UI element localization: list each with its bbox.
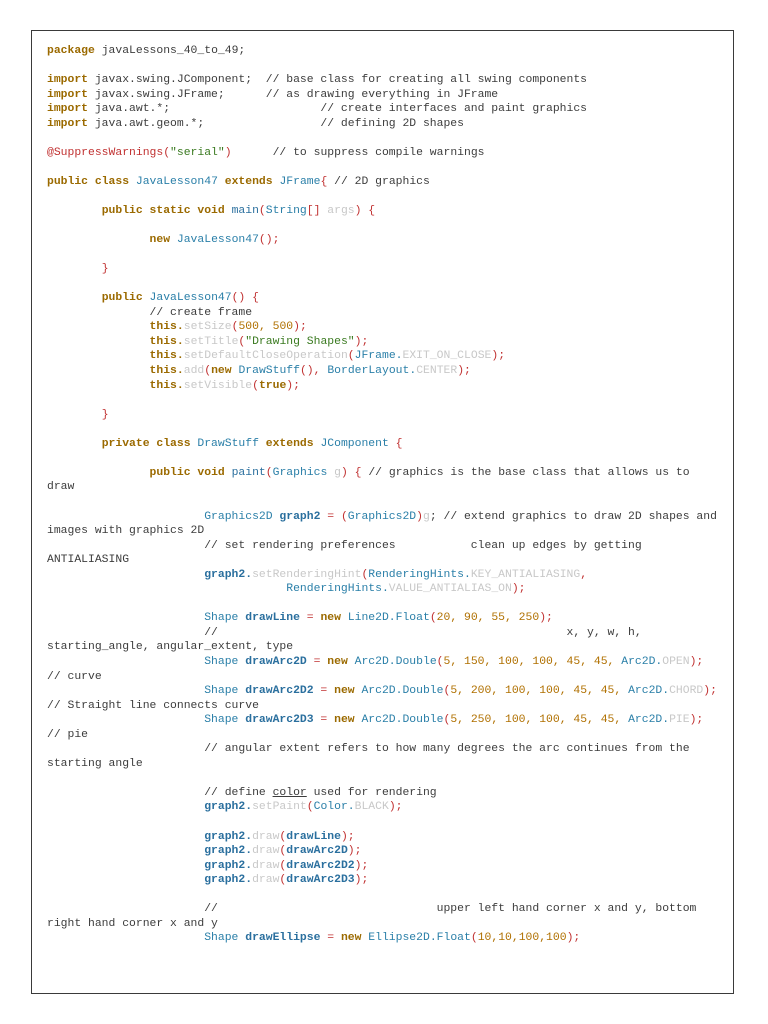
- code-token: ): [224, 146, 232, 159]
- code-token: starting angle: [47, 757, 143, 770]
- code-line: [47, 175, 727, 190]
- code-token: private class: [101, 437, 198, 450]
- code-token: [47, 205, 102, 217]
- code-token: );: [354, 335, 369, 348]
- code-token: {: [320, 175, 328, 188]
- code-token: =: [313, 685, 335, 698]
- code-token: Shape: [204, 714, 246, 727]
- code-token: [47, 831, 204, 843]
- code-line: [47, 160, 727, 175]
- code-token: new: [320, 612, 348, 625]
- code-token: Arc2D.: [628, 714, 670, 727]
- code-token: [47, 612, 204, 624]
- code-token: import: [47, 88, 89, 101]
- code-line: [47, 408, 727, 423]
- code-token: setPaint: [252, 801, 307, 814]
- code-token: BorderLayout.: [327, 365, 417, 378]
- code-token: =: [306, 655, 328, 668]
- code-token: [47, 321, 150, 333]
- code-token: CHORD: [669, 685, 704, 698]
- code-line: [47, 437, 727, 452]
- code-token: Graphics: [272, 466, 335, 479]
- code-token: ANTIALIASING: [47, 554, 130, 567]
- code-token: g: [422, 510, 430, 523]
- code-line: [47, 539, 727, 554]
- code-token: (),: [299, 365, 328, 378]
- code-token: graph2.: [204, 830, 253, 843]
- code-token: [47, 932, 204, 944]
- code-token: );: [347, 845, 362, 858]
- code-token: );: [566, 932, 581, 945]
- code-token: =: [320, 932, 341, 945]
- code-token: DrawStuff: [238, 365, 300, 378]
- code-token: [47, 714, 204, 726]
- code-token: JavaLesson47: [135, 175, 225, 188]
- code-token: // Straight line connects curve: [47, 699, 259, 712]
- code-line: [47, 146, 727, 161]
- code-token: =: [299, 612, 321, 625]
- code-line: [47, 379, 727, 394]
- code-token: Arc2D.Double: [361, 714, 444, 727]
- code-token: // create frame: [47, 306, 253, 319]
- code-token: drawArc2D3: [286, 874, 355, 887]
- code-token: draw: [252, 845, 280, 858]
- code-token: (: [443, 685, 451, 698]
- code-token: RenderingHints.: [286, 583, 389, 596]
- code-token: java.awt.*; // create interfaces and paint graphics: [88, 103, 588, 116]
- code-token: (: [429, 612, 437, 625]
- code-token: drawArc2D: [286, 845, 348, 858]
- code-token: );: [388, 801, 403, 814]
- code-token: public static void: [101, 205, 232, 218]
- code-token: JavaLesson47: [149, 292, 232, 305]
- code-token: [47, 656, 204, 668]
- code-line: [47, 597, 727, 612]
- code-token: = (: [320, 510, 348, 523]
- code-token: (: [470, 932, 478, 945]
- code-token: }: [101, 408, 109, 421]
- code-token: drawArc2D2: [286, 859, 355, 872]
- code-line: [47, 728, 727, 743]
- code-line: [47, 553, 727, 568]
- code-token: [47, 365, 150, 377]
- code-line: [47, 451, 727, 466]
- code-token: DrawStuff: [197, 437, 266, 450]
- code-token: 500, 500: [238, 321, 294, 334]
- code-line: [47, 320, 727, 335]
- code-line: [47, 626, 727, 641]
- code-line: [47, 713, 727, 728]
- code-token: color: [272, 786, 307, 799]
- code-token: (: [231, 321, 239, 334]
- code-token: Arc2D.Double: [354, 655, 437, 668]
- code-token: Color.: [313, 801, 355, 814]
- code-line: [47, 393, 727, 408]
- code-token: KEY_ANTIALIASING: [470, 568, 581, 581]
- code-token: BLACK: [354, 801, 389, 814]
- code-token: graph2.: [204, 874, 253, 887]
- code-token: Shape: [204, 685, 246, 698]
- code-line: [47, 495, 727, 510]
- code-line: [47, 277, 727, 292]
- code-token: OPEN: [662, 655, 690, 668]
- code-token: Graphics2D: [204, 510, 280, 523]
- code-token: JavaLesson47: [176, 234, 259, 247]
- code-token: [47, 409, 102, 421]
- code-token: ) {: [354, 205, 376, 218]
- code-token: ; // extend graphics to draw 2D shapes and: [429, 510, 717, 523]
- code-line: [47, 291, 727, 306]
- code-line: [47, 189, 727, 204]
- code-token: "serial": [170, 146, 225, 159]
- code-token: String: [265, 205, 307, 218]
- code-line: [47, 44, 727, 59]
- code-token: Shape: [204, 655, 246, 668]
- code-token: setDefaultCloseOperation: [183, 350, 348, 363]
- code-token: starting_angle, angular_extent, type: [47, 641, 294, 654]
- code-token: );: [340, 830, 355, 843]
- code-token: graph2.: [204, 859, 253, 872]
- code-line: [47, 771, 727, 786]
- code-token: Graphics2D: [347, 510, 417, 523]
- code-line: [47, 364, 727, 379]
- code-token: }: [101, 263, 109, 276]
- code-line: [47, 902, 727, 917]
- code-token: graph2: [279, 510, 321, 523]
- code-token: );: [286, 379, 300, 392]
- code-token: // graphics is the base class that allows us to: [361, 466, 690, 479]
- code-token: // x, y, w, h,: [47, 626, 642, 639]
- code-token: this.: [149, 365, 184, 378]
- code-token: ,: [580, 568, 588, 581]
- code-line: [47, 88, 727, 103]
- code-line: [47, 233, 727, 248]
- code-token: javaLessons_40_to_49;: [94, 45, 246, 57]
- code-token: Line2D.Float: [347, 612, 430, 625]
- code-token: setVisible: [183, 379, 253, 392]
- code-token: (: [436, 655, 444, 668]
- code-token: [47, 350, 150, 362]
- code-token: [47, 234, 150, 246]
- code-line: [47, 117, 727, 132]
- code-token: Shape: [204, 932, 246, 945]
- code-token: [47, 511, 204, 523]
- code-line: [47, 582, 727, 597]
- code-token: drawArc2D2: [245, 685, 314, 698]
- code-line: [47, 510, 727, 525]
- code-token: // to suppress compile warnings: [231, 146, 485, 159]
- code-token: );: [457, 365, 471, 378]
- code-line: [47, 219, 727, 234]
- code-line: [47, 844, 727, 859]
- code-token: new: [334, 685, 362, 698]
- code-token: public class: [47, 175, 136, 188]
- code-token: java.awt.geom.*; // defining 2D shapes: [88, 117, 464, 130]
- code-token: (: [238, 335, 246, 348]
- code-token: [47, 583, 286, 595]
- code-token: 5, 200, 100, 100, 45, 45,: [450, 685, 629, 698]
- code-token: main: [231, 205, 259, 218]
- code-token: args: [320, 205, 355, 218]
- code-token: VALUE_ANTIALIAS_ON: [388, 583, 512, 596]
- code-token: );: [293, 321, 307, 334]
- code-token: g: [334, 466, 341, 479]
- code-line: [47, 830, 727, 845]
- code-token: paint: [231, 466, 266, 479]
- code-token: package: [47, 45, 95, 57]
- code-line: [47, 742, 727, 757]
- code-line: [47, 73, 727, 88]
- code-token: "Drawing Shapes": [245, 335, 355, 348]
- code-token: import: [47, 117, 89, 130]
- code-token: CENTER: [416, 365, 458, 378]
- code-line: [47, 655, 727, 670]
- code-line: [47, 59, 727, 74]
- code-line: [47, 873, 727, 888]
- code-line: [47, 917, 727, 932]
- code-token: );: [703, 685, 717, 698]
- code-token: (: [258, 205, 266, 218]
- code-token: Shape: [204, 612, 246, 625]
- code-line: [47, 524, 727, 539]
- code-token: [47, 438, 102, 450]
- code-token: new: [334, 714, 362, 727]
- code-line: [47, 931, 727, 946]
- code-token: (: [279, 874, 287, 887]
- code-line: [47, 204, 727, 219]
- code-line: [47, 262, 727, 277]
- code-token: (: [306, 801, 314, 814]
- code-token: );: [511, 583, 526, 596]
- code-token: right hand corner x and y: [47, 917, 218, 930]
- code-line: [47, 859, 727, 874]
- code-token: EXIT_ON_CLOSE: [402, 350, 492, 363]
- code-token: []: [306, 205, 321, 218]
- code-token: {: [395, 437, 403, 450]
- code-token: images with graphics 2D: [47, 525, 205, 538]
- code-line: [47, 466, 727, 481]
- code-line: [47, 480, 727, 495]
- code-token: (: [279, 845, 287, 858]
- code-line: [47, 757, 727, 772]
- code-token: import: [47, 103, 89, 116]
- code-token: ();: [258, 234, 280, 247]
- code-token: (: [204, 365, 212, 378]
- code-token: drawArc2D: [245, 655, 307, 668]
- code-listing: [47, 44, 727, 946]
- code-token: (: [265, 466, 273, 479]
- code-token: Ellipse2D.Float: [368, 932, 471, 945]
- code-token: setTitle: [183, 335, 239, 348]
- code-token: [47, 801, 204, 813]
- code-token: (: [443, 714, 451, 727]
- code-token: true: [258, 379, 287, 392]
- code-token: extends: [265, 437, 321, 450]
- code-token: 20, 90, 55, 250: [436, 612, 540, 625]
- code-token: JFrame: [279, 175, 321, 188]
- code-line: [47, 102, 727, 117]
- code-token: () {: [231, 292, 259, 305]
- code-token: [47, 292, 102, 304]
- code-token: graph2.: [204, 568, 253, 581]
- code-token: new: [327, 655, 355, 668]
- code-token: // define: [47, 786, 273, 799]
- code-token: import: [47, 74, 89, 87]
- code-token: drawLine: [245, 612, 300, 625]
- code-token: PIE: [669, 714, 690, 727]
- code-token: this.: [149, 321, 184, 334]
- code-token: drawEllipse: [245, 932, 321, 945]
- code-token: (: [252, 379, 259, 392]
- code-token: RenderingHints.: [368, 568, 471, 581]
- code-token: (: [279, 859, 287, 872]
- code-token: );: [354, 859, 369, 872]
- code-token: );: [539, 612, 553, 625]
- code-token: Arc2D.: [621, 655, 663, 668]
- code-token: [47, 263, 102, 275]
- code-token: // curve: [47, 670, 102, 683]
- code-token: ) {: [340, 466, 362, 479]
- code-token: this.: [149, 335, 184, 348]
- code-token: new: [340, 932, 369, 945]
- code-line: [47, 131, 727, 146]
- code-token: this.: [149, 379, 184, 392]
- code-token: this.: [149, 350, 184, 363]
- code-token: // 2D graphics: [327, 175, 430, 188]
- code-line: [47, 248, 727, 263]
- code-token: Arc2D.Double: [361, 685, 444, 698]
- code-token: draw: [252, 830, 280, 843]
- code-token: graph2.: [204, 845, 253, 858]
- code-token: public void: [149, 466, 232, 479]
- code-token: draw: [47, 481, 75, 494]
- code-token: =: [313, 714, 335, 727]
- code-token: // upper left hand corner x and y, bottom: [47, 903, 697, 916]
- code-token: // set rendering preferences clean up edges by getting: [47, 539, 642, 552]
- code-line: [47, 640, 727, 655]
- code-token: [47, 685, 204, 697]
- code-token: [47, 380, 150, 392]
- code-token: public: [101, 292, 150, 305]
- code-token: javax.swing.JFrame; // as drawing everything in JFrame: [88, 88, 499, 101]
- code-line: [47, 670, 727, 685]
- code-token: [47, 569, 204, 581]
- code-token: (: [347, 350, 355, 363]
- code-token: extends: [224, 175, 280, 188]
- code-token: JComponent: [320, 437, 396, 450]
- code-token: );: [689, 655, 704, 668]
- code-line: [47, 684, 727, 699]
- code-token: [47, 336, 150, 348]
- code-token: draw: [252, 874, 280, 887]
- code-token: new: [211, 365, 239, 378]
- code-token: );: [354, 874, 369, 887]
- code-token: // angular extent refers to how many degrees the arc continues from the: [47, 743, 690, 756]
- code-token: [47, 467, 150, 479]
- code-line: [47, 888, 727, 903]
- code-line: [47, 800, 727, 815]
- code-token: [47, 860, 204, 872]
- code-token: javax.swing.JComponent; // base class for creating all swing components: [88, 74, 588, 87]
- code-token: drawArc2D3: [245, 714, 314, 727]
- code-token: [47, 874, 204, 886]
- code-token: );: [689, 714, 704, 727]
- code-token: add: [183, 365, 205, 378]
- code-token: setRenderingHint: [252, 568, 362, 581]
- code-token: new: [149, 234, 177, 247]
- code-token: (: [279, 830, 287, 843]
- code-token: ): [416, 510, 423, 523]
- document-page: [31, 30, 734, 994]
- code-line: [47, 568, 727, 583]
- code-token: [47, 845, 204, 857]
- code-line: [47, 786, 727, 801]
- code-token: JFrame.: [354, 350, 403, 363]
- code-token: 5, 250, 100, 100, 45, 45,: [450, 714, 629, 727]
- code-line: [47, 815, 727, 830]
- code-token: // pie: [47, 728, 89, 741]
- code-token: 10,10,100,100: [477, 932, 567, 945]
- code-token: graph2.: [204, 801, 253, 814]
- code-line: [47, 699, 727, 714]
- code-line: [47, 422, 727, 437]
- code-line: [47, 349, 727, 364]
- code-token: (: [361, 568, 369, 581]
- code-token: setSize: [183, 321, 232, 334]
- code-token: drawLine: [286, 830, 341, 843]
- code-token: @SuppressWarnings(: [47, 146, 171, 159]
- code-token: used for rendering: [306, 786, 437, 799]
- code-line: [47, 306, 727, 321]
- code-line: [47, 611, 727, 626]
- code-token: 5, 150, 100, 100, 45, 45,: [443, 655, 622, 668]
- code-token: draw: [252, 859, 280, 872]
- code-line: [47, 335, 727, 350]
- code-token: );: [491, 350, 506, 363]
- code-token: Arc2D.: [628, 685, 670, 698]
